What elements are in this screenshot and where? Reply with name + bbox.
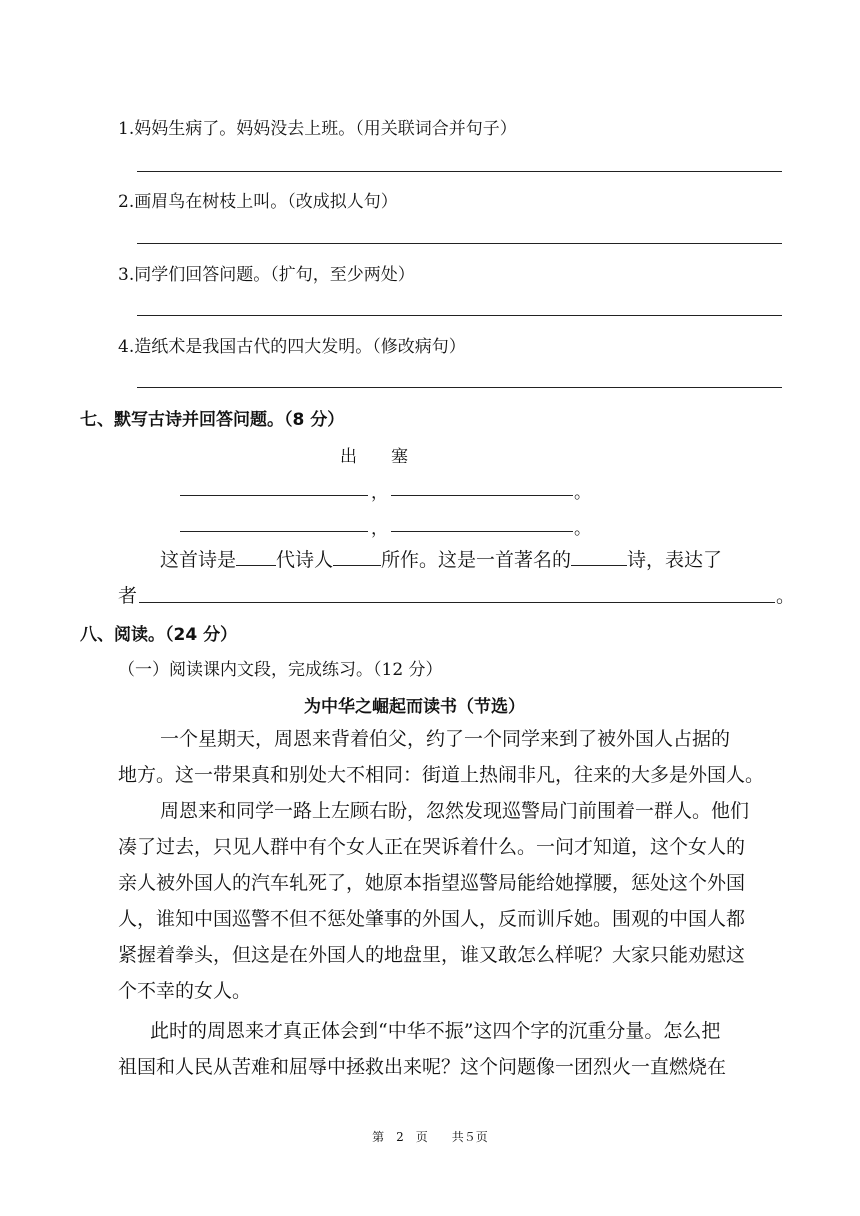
question-2: 2.画眉鸟在树枝上叫。（改成拟人句） [118, 192, 398, 212]
answer-line-3[interactable] [137, 315, 782, 316]
passage-line-8: 个不幸的女人。 [118, 980, 252, 1002]
passage-line-10: 祖国和人民从苦难和屈辱中拯救出来呢？这个问题像一团烈火一直燃烧在 [118, 1056, 727, 1078]
poem-blank-2[interactable] [391, 495, 573, 496]
poem-question-line-1 [160, 545, 722, 575]
poem-period-2: 。 [574, 519, 591, 539]
question-4: 4.造纸术是我国古代的四大发明。（修改病句） [118, 337, 466, 357]
emotion-blank[interactable] [139, 602, 775, 603]
passage-line-2: 地方。这一带果真和别处大不相同：街道上热闹非凡，往来的大多是外国人。 [118, 764, 765, 786]
section-8-heading: 八、阅读。（24 分） [80, 625, 238, 645]
poet-blank[interactable] [333, 547, 381, 566]
passage-line-1: 一个星期天，周恩来背着伯父，约了一个同学来到了被外国人占据的 [160, 728, 731, 750]
answer-line-4[interactable] [137, 387, 782, 388]
passage-line-5: 亲人被外国人的汽车轧死了，她原本指望巡警局能给她撑腰，惩处这个外国 [118, 872, 746, 894]
poem-question-text-6: 。 [776, 585, 796, 607]
poem-question-text-1: 这首诗是 [160, 549, 237, 571]
passage-line-9: 此时的周恩来才真正体会到“中华不振”这四个字的沉重分量。怎么把 [150, 1020, 721, 1042]
poem-question-text-3: 所作。这是一首著名的 [381, 549, 572, 571]
passage-line-4: 凑了过去，只见人群中有个女人正在哭诉着什么。一问才知道，这个女人的 [118, 836, 746, 858]
page-footer: 第 2 页 共５页 [372, 1130, 488, 1144]
poem-period-1: 。 [574, 483, 591, 503]
poem-blank-1[interactable] [180, 495, 368, 496]
poem-question-text-4: 诗，表达了 [627, 549, 723, 571]
genre-blank[interactable] [571, 547, 627, 566]
poem-title: 出 塞 [340, 447, 408, 467]
passage-line-6: 人，谁知中国巡警不但不惩处肇事的外国人，反而训斥她。围观的中国人都 [118, 908, 746, 930]
answer-line-1[interactable] [137, 171, 782, 172]
section-8-subheading: （一）阅读课内文段，完成练习。（12 分） [118, 660, 443, 680]
poem-question-text-2: 代诗人 [276, 549, 334, 571]
poem-comma-2: ， [371, 519, 388, 539]
section-7-heading: 七、默写古诗并回答问题。（8 分） [80, 410, 345, 430]
poem-comma-1: ， [371, 483, 388, 503]
question-3: 3.同学们回答问题。（扩句，至少两处） [118, 265, 415, 285]
poem-blank-4[interactable] [391, 531, 573, 532]
passage-line-3: 周恩来和同学一路上左顾右盼，忽然发现巡警局门前围着一群人。他们 [160, 800, 750, 822]
question-1: 1.妈妈生病了。妈妈没去上班。（用关联词合并句子） [118, 119, 517, 139]
answer-line-2[interactable] [137, 243, 782, 244]
passage-line-7: 紧握着拳头，但这是在外国人的地盘里，谁又敢怎么样呢？大家只能劝慰这 [118, 944, 746, 966]
poem-blank-3[interactable] [180, 531, 368, 532]
dynasty-blank[interactable] [236, 547, 276, 566]
passage-title: 为中华之崛起而读书（节选） [304, 697, 525, 717]
poem-question-text-5: 者 [118, 585, 138, 607]
